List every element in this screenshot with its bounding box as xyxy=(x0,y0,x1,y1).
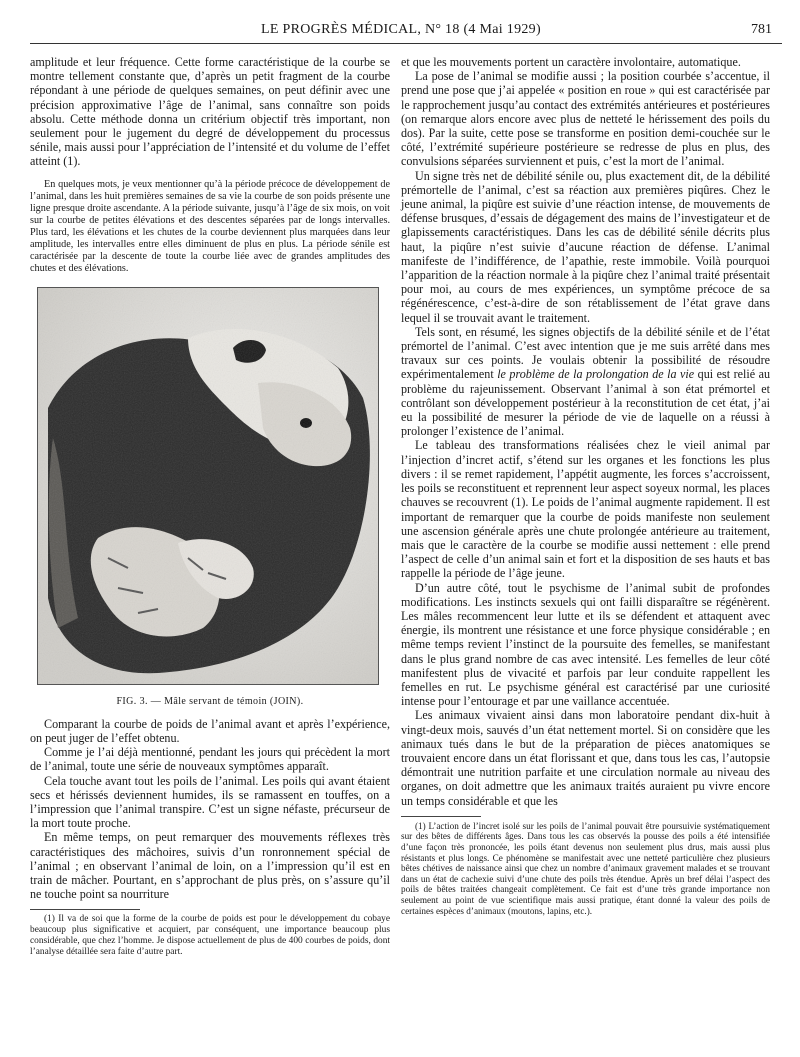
paragraph: D’un autre côté, tout le psychisme de l’animal subit de profondes modifications. Les instincts sexuels qui ont failli disparaître se régénèrent. Les mâles recommencent leur lutte et ils se défendent et attaquent avec énergie, ils montrent une résistance et une force physique considérable ; en même temps revient l’instinct de la poursuite des femelles, se manifestant dans le plus grand nombre de cas avec intensité. Les femelles de leur côté manifestent plus de vivacité et parfois par leur conduite rappellent les femelles en rut. Le psychisme général est caractérisé par une curiosité intense pour l’entourage et par une vaillance accentuée. xyxy=(401,580,770,709)
figure-caption-text: — Mâle servant de témoin (JOIN). xyxy=(150,695,304,707)
paragraph: Un signe très net de débilité sénile ou, plus exactement dit, de la débilité prémortelle de l’animal, c’est sa réaction aux premières piqûres. Chez le jeune animal, la piqûre est suivie d’une réaction intense, de mouvements de défense brusques, d’essais de dégagement des mains de l’investigateur et de glapissements caractéristiques. Dans les cas de débilité sénile décrits plus haut, la piqûre n’est suivie d’aucune réaction de défense. L’animal manifeste de l’indifférence, de l’apathie, reste immobile. Voilà pourquoi l’apparition de la réaction normale à la piqûre chez l’animal traité présentait pour moi, au cours de mes expériences, un symptôme précoce de sa régénérescence, c’est-à-dire de son rétablissement de l’état grave dans lequel il se trouvait avant le traitement. xyxy=(401,168,770,325)
header-rule xyxy=(30,43,782,44)
journal-title: LE PROGRÈS MÉDICAL, N° 18 (4 Mai 1929) xyxy=(261,22,541,37)
guinea-pig-photo xyxy=(37,287,379,685)
footnote-rule xyxy=(401,816,481,817)
footnote: (1) Il va de soi que la forme de la courbe de poids est pour le développement du cobaye beaucoup plus significative et acquiert, par conséquent, une importance beaucoup plus considérable, que chez l’homme. Je dispose actuellement de plus de 400 courbes de poids, dont l’analyse détaillée sera faite d’autre part. xyxy=(30,914,390,958)
page-number: 781 xyxy=(751,22,772,37)
page-header xyxy=(30,22,772,44)
left-column xyxy=(30,55,390,958)
footnote: (1) L’action de l’incret isolé sur les poils de l’animal pouvait être poursuivie systématiquement sur des bêtes de différents âges. Dans tous les cas observés la pousse des poils a été intensifiée d’une façon très prononcée, les poils étant devenus non seulement plus drus, mais aussi plus résistants et plus longs. Ce phénomène se manifestait avec une netteté particulière chez plusieurs bêtes chétives de naissance ainsi que chez un nombre d’animaux gravement malades et se trouvant dans un état de cachexie suivi d’une chute des poils très étendue. Après un bref délai l’aspect des poils de bêtes traitées changeait complètement. Ce fait est d’une très grande importance non seulement au point de vue scientifique mais aussi pratique, étant donné la valeur des poils de certaines espèces d’animaux (moutons, lapins, etc.). xyxy=(401,820,770,916)
paragraph-text: Tels sont, en résumé, les signes objectifs de la débilité sénile et de l’état prémortel de l’animal. C’est avec intention que je me suis arrêté dans mes travaux sur ces points. Je voulais obtenir la possibilité de résoudre expérimentalement xyxy=(401,324,770,382)
paragraph: Comme je l’ai déjà mentionné, pendant les jours qui précèdent la mort de l’animal, toute une série de nouveaux symptômes apparaît. xyxy=(30,745,390,774)
figure-label: FIG. 3. xyxy=(116,695,148,707)
right-column xyxy=(401,55,770,916)
footnote-rule xyxy=(30,909,140,910)
paragraph-text: qui est relié au problème du rajeunissement. Observant l’animal à son état prémortel et contrôlant son développement postérieur à la reconstitution de cet état, j’ai eu la possibilité de mesurer la période de vie de laquelle on a réussi à prolonger l’existence de l’animal. xyxy=(401,367,770,439)
paragraph xyxy=(401,325,770,439)
paragraph: Cela touche avant tout les poils de l’animal. Les poils qui avant étaient secs et hérissés deviennent humides, ils se ramassent en touffes, on a l’impression que l’animal transpire. C’est un signe néfaste, précurseur de la mort toute proche. xyxy=(30,773,390,831)
paragraph: Comparant la courbe de poids de l’animal avant et après l’expérience, on peut juger de l’effet obtenu. xyxy=(30,716,390,746)
paragraph: Le tableau des transformations réalisées chez le vieil animal par l’injection d’incret actif, s’étend sur les organes et les fonctions les plus divers : il se remet rapidement, l’appétit augmente, les forces s’accroissent, les poils se reconstituent et reprennent leur aspect soyeux normal, les places chauves se recouvrent (1). Le poids de l’animal augmente rapidement. Il est important de remarquer que la courbe de poids manifeste non seulement une ascension générale après une chute prolongée antérieure au traitement, mais que le caractère de la courbe se modifie aussi nettement : elle prend l’aspect de celle d’un animal sain et fort et la disposition de ses hauts et bas rappelle la période de l’âge jeune. xyxy=(401,438,770,581)
paragraph: amplitude et leur fréquence. Cette forme caractéristique de la courbe se montre tellement constante que, d’après un petit fragment de la courbe répondant à une période de quelques semaines, on peut définir avec une précision approximative l’âge de l’animal, sans connaître son poids absolu. Cette méthode donna un critérium objectif très important, non seulement pour le jugement du degré de développement du processus sénile, mais aussi pour l’appréciation de l’intensité et du volume de l’effet atteint (1). xyxy=(30,55,390,169)
paragraph-small: En quelques mots, je veux mentionner qu’à la période précoce de développement de l’animal, dans les huit premières semaines de sa vie la courbe de son poids présente une ligne presque droite ascendante. A la période suivante, jusqu’à l’âge de six mois, on voit sur la courbe de petites élévations et des descentes séparées par de longs intervalles. Plus tard, les élévations et les chutes de la courbe deviennent plus marquées dans leur amplitude, les intervalles entre elles diminuent de plus en plus. La période sénile est caractérisée par la descente de toute la courbe liée avec de grandes amplitudes des chutes et des élévations. xyxy=(30,178,390,274)
figure-caption xyxy=(30,695,390,709)
paragraph: La pose de l’animal se modifie aussi ; la position courbée s’accentue, il prend une pose que j’ai appelée « position en roue » qui est caractérisée par le rapprochement jusqu’au contact des extrémités antérieures et postérieures (on remarque alors encore avec plus de netteté le hérissement des poils du dos). Par la suite, cette pose se transforme en position demi-couchée sur le côté, l’extrémité supérieure postérieure se redresse de plus en plus, des convulsions séparées surviennent et puis, c’est la mort de l’animal. xyxy=(401,69,770,169)
paragraph: et que les mouvements portent un caractère involontaire, automatique. xyxy=(401,55,741,69)
guinea-pig-illustration xyxy=(38,288,378,684)
paragraph: Les animaux vivaient ainsi dans mon laboratoire pendant dix-huit à vingt-deux mois, sauvés d’un état nettement mortel. Si on considère que les animaux tués dans le but de la préparation de pièces anatomiques se trouvaient encore dans un état florissant et que, dans tous les cas, l’autopsie démontrait une nutrition parfaite et une circulation normale au niveau des organes, on doit admettre que les animaux traités auraient pu vivre encore un temps considérable et que les xyxy=(401,708,770,808)
figure-3 xyxy=(30,287,390,709)
emphasis-text: le problème de la prolongation de la vie xyxy=(497,367,695,382)
paragraph: En même temps, on peut remarquer des mouvements réflexes très caractéristiques des mâchoires, suivis d’un ronronnement spécial de l’animal ; en observant l’animal de loin, on a l’impression qu’il est en train de mâcher. Pourtant, en s’approchant de plus près, on s’assure qu’il ne touche point sa nourriture xyxy=(30,830,390,902)
